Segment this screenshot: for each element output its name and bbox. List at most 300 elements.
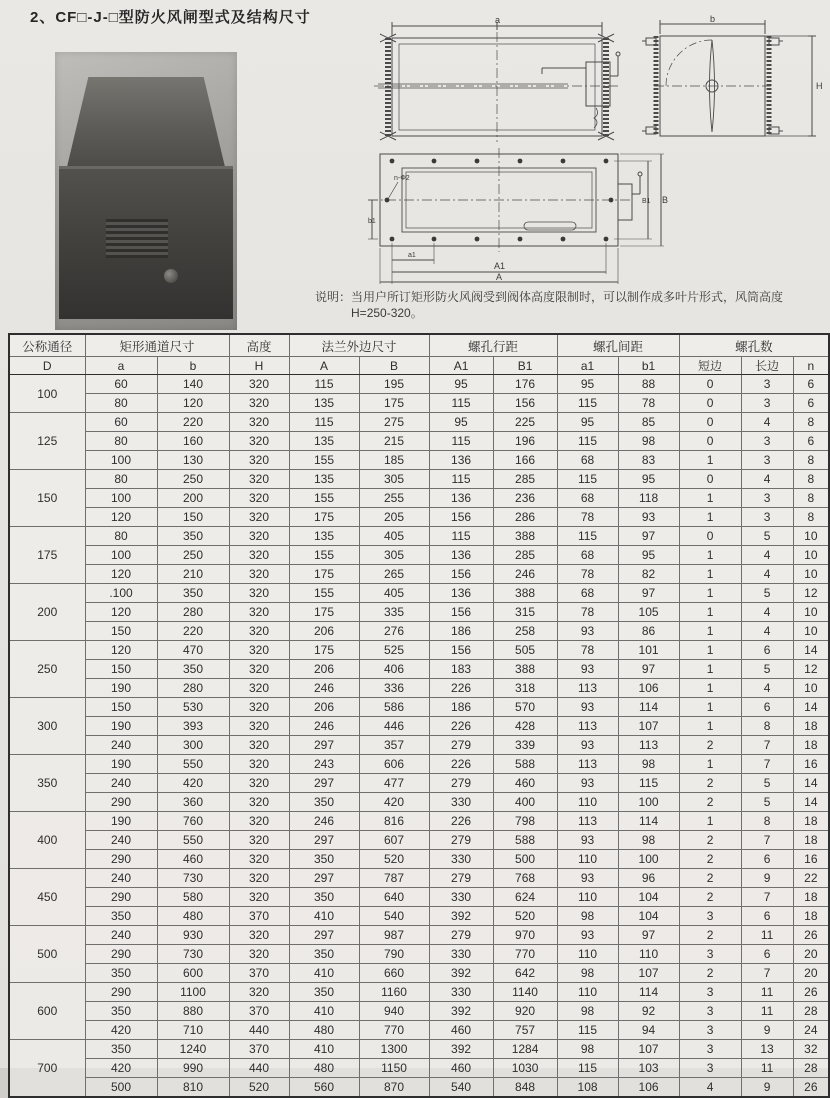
value-cell: 114 — [618, 812, 679, 831]
column-header: a1 — [557, 357, 618, 375]
value-cell: 350 — [85, 1040, 157, 1059]
value-cell: 300 — [157, 736, 229, 755]
table-row — [9, 375, 829, 394]
value-cell: 186 — [429, 698, 493, 717]
value-cell: 350 — [157, 584, 229, 603]
value-cell: 320 — [229, 527, 289, 546]
table-row — [9, 774, 829, 793]
value-cell: 320 — [229, 546, 289, 565]
table-row — [9, 755, 829, 774]
value-cell: 93 — [557, 869, 618, 888]
value-cell: 110 — [557, 888, 618, 907]
table-row — [9, 945, 829, 964]
value-cell: 477 — [359, 774, 429, 793]
column-header: b — [157, 357, 229, 375]
value-cell: 13 — [741, 1040, 793, 1059]
column-header: n — [793, 357, 829, 375]
value-cell: 10 — [793, 527, 829, 546]
value-cell: 370 — [229, 1002, 289, 1021]
nominal-diameter-cell: 300 — [9, 698, 85, 755]
value-cell: 107 — [618, 717, 679, 736]
column-group-header: 螺孔数 — [679, 334, 829, 357]
value-cell: 350 — [289, 888, 359, 907]
value-cell: 607 — [359, 831, 429, 850]
value-cell: 26 — [793, 983, 829, 1002]
value-cell: 243 — [289, 755, 359, 774]
value-cell: 206 — [289, 698, 359, 717]
value-cell: 113 — [557, 755, 618, 774]
value-cell: 115 — [557, 527, 618, 546]
value-cell: 258 — [493, 622, 557, 641]
value-cell: 1 — [679, 489, 741, 508]
value-cell: 5 — [741, 584, 793, 603]
value-cell: 279 — [429, 774, 493, 793]
value-cell: 550 — [157, 755, 229, 774]
value-cell: 320 — [229, 375, 289, 394]
value-cell: 98 — [557, 1040, 618, 1059]
value-cell: 606 — [359, 755, 429, 774]
column-header: a — [85, 357, 157, 375]
value-cell: 5 — [741, 793, 793, 812]
value-cell: 18 — [793, 736, 829, 755]
column-group-header: 法兰外边尺寸 — [289, 334, 429, 357]
value-cell: 320 — [229, 470, 289, 489]
value-cell: 8 — [793, 470, 829, 489]
value-cell: 80 — [85, 394, 157, 413]
value-cell: 3 — [679, 983, 741, 1002]
value-cell: 8 — [741, 717, 793, 736]
value-cell: 405 — [359, 527, 429, 546]
value-cell: 530 — [157, 698, 229, 717]
value-cell: 250 — [157, 470, 229, 489]
table-row — [9, 869, 829, 888]
value-cell: 26 — [793, 1078, 829, 1098]
value-cell: 279 — [429, 869, 493, 888]
value-cell: 104 — [618, 888, 679, 907]
column-group-header: 高度 — [229, 334, 289, 357]
table-row — [9, 584, 829, 603]
value-cell: 176 — [493, 375, 557, 394]
value-cell: 2 — [679, 964, 741, 983]
value-cell: 7 — [741, 831, 793, 850]
value-cell: 320 — [229, 888, 289, 907]
value-cell: 98 — [557, 907, 618, 926]
value-cell: 88 — [618, 375, 679, 394]
value-cell: 393 — [157, 717, 229, 736]
value-cell: 100 — [618, 850, 679, 869]
value-cell: 400 — [493, 793, 557, 812]
value-cell: 290 — [85, 888, 157, 907]
value-cell: 520 — [229, 1078, 289, 1098]
value-cell: 320 — [229, 774, 289, 793]
value-cell: 6 — [741, 641, 793, 660]
value-cell: 318 — [493, 679, 557, 698]
value-cell: 98 — [557, 1002, 618, 1021]
value-cell: 190 — [85, 812, 157, 831]
value-cell: 320 — [229, 413, 289, 432]
value-cell: 6 — [741, 850, 793, 869]
value-cell: 330 — [429, 945, 493, 964]
value-cell: 82 — [618, 565, 679, 584]
value-cell: 6 — [793, 432, 829, 451]
value-cell: 115 — [289, 375, 359, 394]
value-cell: 1160 — [359, 983, 429, 1002]
value-cell: 115 — [618, 774, 679, 793]
value-cell: 175 — [289, 603, 359, 622]
value-cell: 95 — [429, 413, 493, 432]
dim-label-A1: A1 — [494, 261, 506, 271]
table-row — [9, 812, 829, 831]
table-row — [9, 717, 829, 736]
value-cell: 113 — [557, 717, 618, 736]
value-cell: 276 — [359, 622, 429, 641]
value-cell: 305 — [359, 470, 429, 489]
value-cell: 406 — [359, 660, 429, 679]
nominal-diameter-cell: 350 — [9, 755, 85, 812]
table-row — [9, 983, 829, 1002]
value-cell: 120 — [85, 603, 157, 622]
column-header: A1 — [429, 357, 493, 375]
value-cell: 624 — [493, 888, 557, 907]
value-cell: 285 — [493, 546, 557, 565]
value-cell: 7 — [741, 964, 793, 983]
product-photo — [55, 52, 237, 330]
value-cell: 93 — [557, 831, 618, 850]
value-cell: 285 — [493, 470, 557, 489]
nominal-diameter-cell: 125 — [9, 413, 85, 470]
value-cell: 93 — [557, 774, 618, 793]
value-cell: 98 — [618, 432, 679, 451]
value-cell: 3 — [679, 945, 741, 964]
value-cell: 108 — [557, 1078, 618, 1098]
value-cell: 136 — [429, 489, 493, 508]
value-cell: 540 — [359, 907, 429, 926]
value-cell: 98 — [618, 755, 679, 774]
value-cell: 110 — [557, 945, 618, 964]
value-cell: 1284 — [493, 1040, 557, 1059]
value-cell: 370 — [229, 1040, 289, 1059]
value-cell: 768 — [493, 869, 557, 888]
value-cell: 570 — [493, 698, 557, 717]
value-cell: 113 — [618, 736, 679, 755]
value-cell: 8 — [793, 413, 829, 432]
value-cell: 110 — [618, 945, 679, 964]
value-cell: 24 — [793, 1021, 829, 1040]
value-cell: 320 — [229, 793, 289, 812]
dim-label-b1: b1 — [368, 218, 376, 225]
value-cell: 1 — [679, 812, 741, 831]
value-cell: 135 — [289, 527, 359, 546]
nominal-diameter-cell: 100 — [9, 375, 85, 413]
value-cell: 140 — [157, 375, 229, 394]
photo-actuator-knob — [164, 269, 178, 283]
table-row — [9, 527, 829, 546]
value-cell: 106 — [618, 679, 679, 698]
value-cell: 226 — [429, 679, 493, 698]
table-row — [9, 679, 829, 698]
value-cell: 60 — [85, 375, 157, 394]
value-cell: 68 — [557, 489, 618, 508]
value-cell: 987 — [359, 926, 429, 945]
value-cell: 97 — [618, 584, 679, 603]
value-cell: 118 — [618, 489, 679, 508]
value-cell: 32 — [793, 1040, 829, 1059]
value-cell: 297 — [289, 774, 359, 793]
dim-label-a1: a1 — [408, 252, 416, 259]
value-cell: 4 — [741, 679, 793, 698]
value-cell: 810 — [157, 1078, 229, 1098]
table-row — [9, 964, 829, 983]
value-cell: 226 — [429, 812, 493, 831]
value-cell: 94 — [618, 1021, 679, 1040]
value-cell: 95 — [618, 546, 679, 565]
column-group-header: 螺孔间距 — [557, 334, 679, 357]
value-cell: 78 — [557, 603, 618, 622]
value-cell: 115 — [429, 432, 493, 451]
value-cell: 10 — [793, 603, 829, 622]
value-cell: 6 — [741, 698, 793, 717]
value-cell: 320 — [229, 603, 289, 622]
value-cell: 4 — [679, 1078, 741, 1098]
value-cell: 115 — [557, 1021, 618, 1040]
value-cell: 183 — [429, 660, 493, 679]
value-cell: 107 — [618, 964, 679, 983]
value-cell: 3 — [679, 1040, 741, 1059]
value-cell: 210 — [157, 565, 229, 584]
value-cell: 970 — [493, 926, 557, 945]
value-cell: 320 — [229, 869, 289, 888]
value-cell: 68 — [557, 451, 618, 470]
value-cell: 18 — [793, 717, 829, 736]
value-cell: 297 — [289, 869, 359, 888]
value-cell: 6 — [793, 394, 829, 413]
column-header: b1 — [618, 357, 679, 375]
value-cell: 580 — [157, 888, 229, 907]
value-cell: 460 — [429, 1021, 493, 1040]
value-cell: 520 — [359, 850, 429, 869]
value-cell: 85 — [618, 413, 679, 432]
value-cell: 315 — [493, 603, 557, 622]
value-cell: 540 — [429, 1078, 493, 1098]
table-row — [9, 793, 829, 812]
value-cell: 28 — [793, 1059, 829, 1078]
value-cell: 500 — [85, 1078, 157, 1098]
value-cell: 330 — [429, 888, 493, 907]
value-cell: 175 — [359, 394, 429, 413]
table-row — [9, 394, 829, 413]
value-cell: 12 — [793, 660, 829, 679]
value-cell: 350 — [157, 527, 229, 546]
value-cell: 14 — [793, 698, 829, 717]
value-cell: 246 — [289, 717, 359, 736]
value-cell: 5 — [741, 774, 793, 793]
value-cell: 200 — [157, 489, 229, 508]
value-cell: 175 — [289, 565, 359, 584]
value-cell: 1 — [679, 622, 741, 641]
value-cell: 115 — [429, 394, 493, 413]
value-cell: 1 — [679, 641, 741, 660]
value-cell: 107 — [618, 1040, 679, 1059]
value-cell: 255 — [359, 489, 429, 508]
value-cell: 330 — [429, 983, 493, 1002]
value-cell: 115 — [557, 1059, 618, 1078]
value-cell: 16 — [793, 755, 829, 774]
value-cell: 95 — [429, 375, 493, 394]
value-cell: 20 — [793, 945, 829, 964]
value-cell: 320 — [229, 451, 289, 470]
value-cell: 290 — [85, 983, 157, 1002]
value-cell: 420 — [359, 793, 429, 812]
value-cell: 160 — [157, 432, 229, 451]
value-cell: 480 — [289, 1021, 359, 1040]
value-cell: 150 — [85, 622, 157, 641]
value-cell: 320 — [229, 755, 289, 774]
column-group-header: 公称通径 — [9, 334, 85, 357]
value-cell: 279 — [429, 736, 493, 755]
value-cell: 1 — [679, 717, 741, 736]
table-row — [9, 641, 829, 660]
value-cell: 1 — [679, 508, 741, 527]
value-cell: 97 — [618, 926, 679, 945]
value-cell: 265 — [359, 565, 429, 584]
value-cell: 0 — [679, 527, 741, 546]
value-cell: 588 — [493, 831, 557, 850]
dim-label-B: B — [662, 195, 669, 205]
value-cell: 320 — [229, 489, 289, 508]
value-cell: 135 — [289, 470, 359, 489]
value-cell: 0 — [679, 375, 741, 394]
value-cell: 98 — [557, 964, 618, 983]
value-cell: 246 — [289, 679, 359, 698]
value-cell: 78 — [618, 394, 679, 413]
value-cell: 93 — [557, 926, 618, 945]
value-cell: 816 — [359, 812, 429, 831]
column-header: A — [289, 357, 359, 375]
value-cell: 6 — [741, 907, 793, 926]
value-cell: 8 — [793, 451, 829, 470]
value-cell: 68 — [557, 546, 618, 565]
value-cell: 120 — [157, 394, 229, 413]
value-cell: 11 — [741, 1059, 793, 1078]
value-cell: 97 — [618, 660, 679, 679]
value-cell: 10 — [793, 679, 829, 698]
value-cell: 550 — [157, 831, 229, 850]
value-cell: 480 — [157, 907, 229, 926]
value-cell: 297 — [289, 926, 359, 945]
value-cell: 420 — [157, 774, 229, 793]
value-cell: 3 — [741, 451, 793, 470]
column-header: B — [359, 357, 429, 375]
value-cell: 110 — [557, 983, 618, 1002]
value-cell: 93 — [557, 698, 618, 717]
dim-label-h: H — [816, 81, 823, 91]
value-cell: 1300 — [359, 1040, 429, 1059]
value-cell: 240 — [85, 831, 157, 850]
column-header: 短边 — [679, 357, 741, 375]
value-cell: 80 — [85, 432, 157, 451]
value-cell: 60 — [85, 413, 157, 432]
value-cell: 388 — [493, 527, 557, 546]
value-cell: 3 — [679, 907, 741, 926]
value-cell: 4 — [741, 413, 793, 432]
value-cell: 120 — [85, 565, 157, 584]
value-cell: 305 — [359, 546, 429, 565]
value-cell: 588 — [493, 755, 557, 774]
value-cell: 1 — [679, 584, 741, 603]
table-row — [9, 508, 829, 527]
note — [315, 289, 827, 321]
value-cell: 106 — [618, 1078, 679, 1098]
value-cell: 3 — [741, 508, 793, 527]
table-row — [9, 413, 829, 432]
value-cell: 1 — [679, 755, 741, 774]
value-cell: 1 — [679, 565, 741, 584]
value-cell: 101 — [618, 641, 679, 660]
value-cell: 350 — [85, 1002, 157, 1021]
value-cell: 0 — [679, 413, 741, 432]
value-cell: 275 — [359, 413, 429, 432]
value-cell: 2 — [679, 888, 741, 907]
value-cell: 83 — [618, 451, 679, 470]
value-cell: 330 — [429, 793, 493, 812]
value-cell: 405 — [359, 584, 429, 603]
value-cell: 730 — [157, 945, 229, 964]
value-cell: 135 — [289, 432, 359, 451]
value-cell: 100 — [85, 546, 157, 565]
value-cell: 440 — [229, 1059, 289, 1078]
value-cell: 156 — [429, 508, 493, 527]
nominal-diameter-cell: 150 — [9, 470, 85, 527]
page-title: 2、CF□-J-□型防火风闸型式及结构尺寸 — [30, 9, 311, 26]
photo-damper-top-face — [66, 77, 226, 172]
value-cell: 5 — [741, 527, 793, 546]
value-cell: 240 — [85, 736, 157, 755]
value-cell: 11 — [741, 983, 793, 1002]
table-row — [9, 736, 829, 755]
value-cell: 95 — [618, 470, 679, 489]
value-cell: 226 — [429, 755, 493, 774]
value-cell: 335 — [359, 603, 429, 622]
value-cell: 600 — [157, 964, 229, 983]
table-header — [9, 334, 829, 375]
value-cell: 640 — [359, 888, 429, 907]
value-cell: 4 — [741, 603, 793, 622]
value-cell: 360 — [157, 793, 229, 812]
value-cell: 920 — [493, 1002, 557, 1021]
value-cell: 156 — [429, 603, 493, 622]
value-cell: 4 — [741, 546, 793, 565]
value-cell: 790 — [359, 945, 429, 964]
value-cell: 1 — [679, 546, 741, 565]
value-cell: 105 — [618, 603, 679, 622]
value-cell: 220 — [157, 413, 229, 432]
value-cell: 190 — [85, 755, 157, 774]
table-row — [9, 1002, 829, 1021]
value-cell: 2 — [679, 926, 741, 945]
column-header: D — [9, 357, 85, 375]
table-row — [9, 470, 829, 489]
table-row — [9, 489, 829, 508]
value-cell: 320 — [229, 565, 289, 584]
value-cell: 246 — [289, 812, 359, 831]
value-cell: 3 — [741, 489, 793, 508]
value-cell: 279 — [429, 831, 493, 850]
value-cell: 388 — [493, 584, 557, 603]
value-cell: 586 — [359, 698, 429, 717]
value-cell: 8 — [741, 812, 793, 831]
value-cell: 320 — [229, 983, 289, 1002]
dim-label-b: b — [710, 14, 716, 24]
